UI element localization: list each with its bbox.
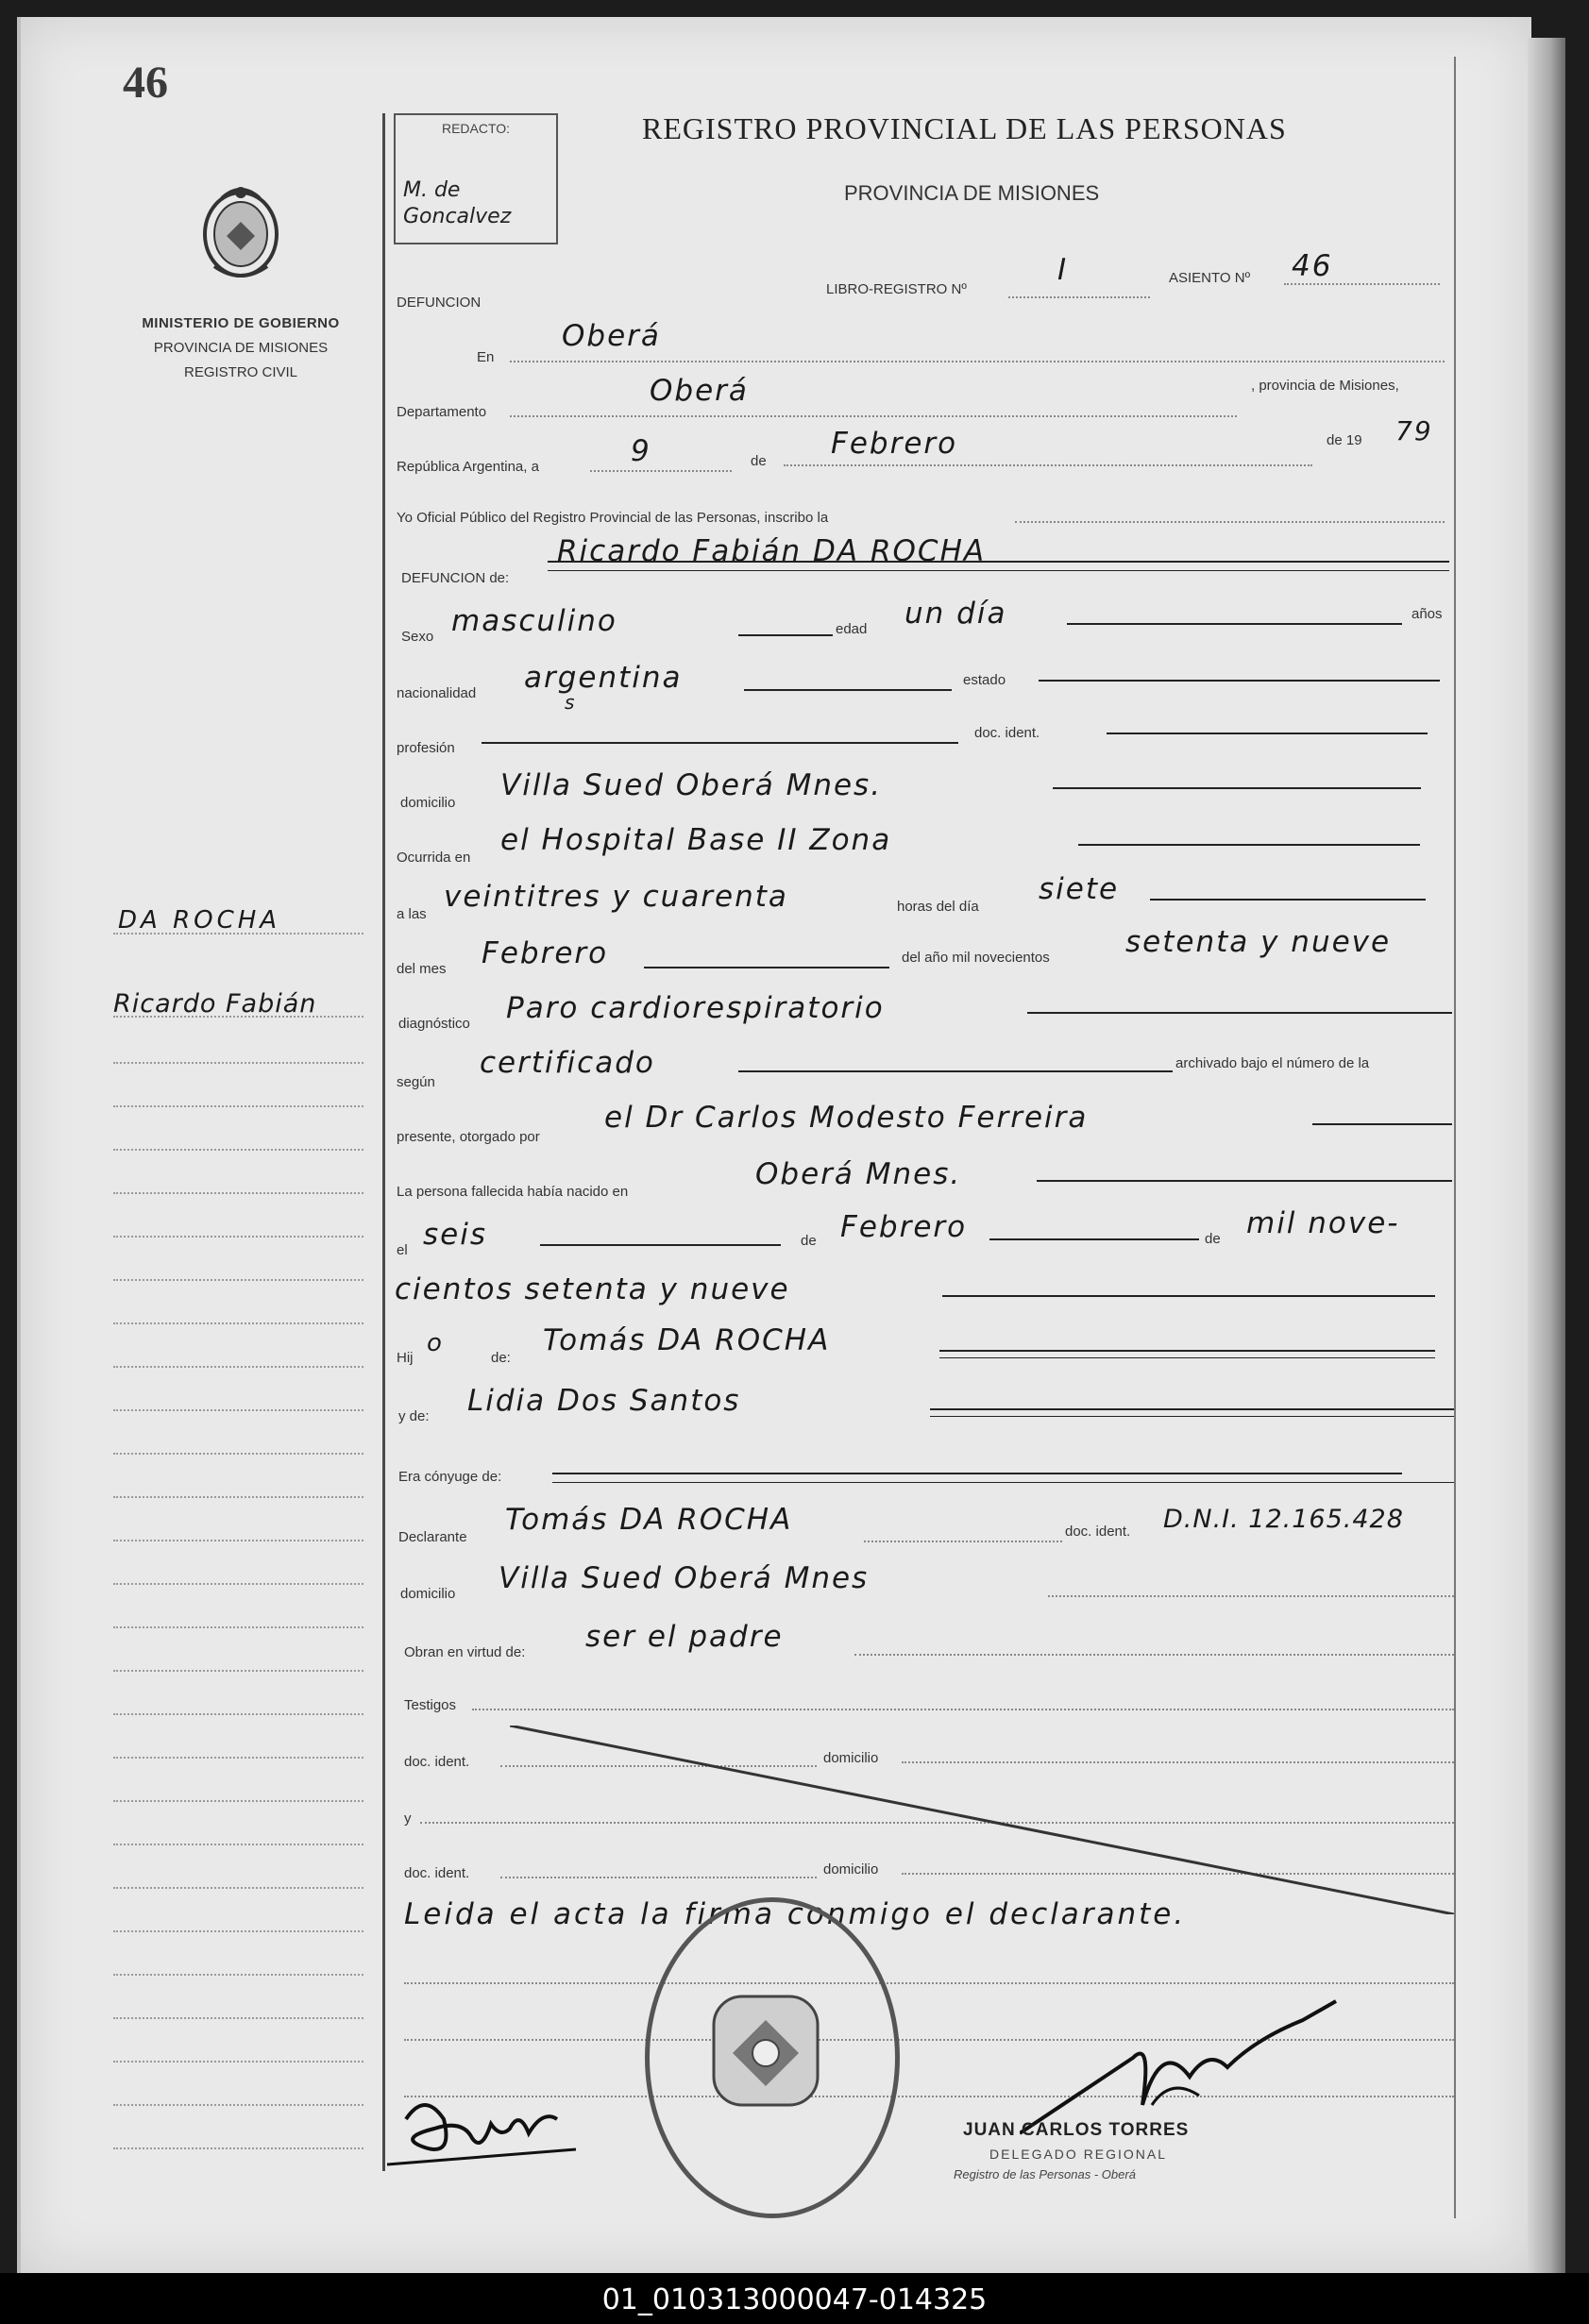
nac-el-label: el (397, 1242, 408, 1258)
ministry-line-3: REGISTRO CIVIL (183, 364, 298, 380)
nac-month: Febrero (840, 1210, 968, 1244)
act-type-label: DEFUNCION (397, 295, 482, 311)
hijo-de-label: de: (491, 1350, 511, 1366)
edad-value: un día (904, 597, 1007, 631)
libro-label: LIBRO-REGISTRO Nº (826, 281, 967, 297)
mother-name: Lidia Dos Santos (467, 1384, 741, 1418)
signatory-name: JUAN CARLOS TORRES (963, 2120, 1190, 2140)
provincia-label: , provincia de Misiones, (1251, 378, 1399, 394)
margin-rule (113, 1887, 363, 1889)
domicilio-value: Villa Sued Oberá Mnes. (500, 768, 883, 802)
testigo2-dom-label: domicilio (823, 1861, 879, 1878)
departamento-value: Oberá (650, 374, 749, 408)
profesion-label: profesión (397, 740, 455, 756)
margin-rule (113, 1409, 363, 1411)
asiento-label: ASIENTO Nº (1169, 270, 1251, 286)
nacionalidad-value: argentina (524, 661, 683, 695)
redacto-label: REDACTO: (441, 121, 511, 136)
right-border (1454, 57, 1456, 2218)
estado-label: estado (963, 672, 1006, 688)
page-number: 46 (123, 58, 168, 108)
ocurrida-label: Ocurrida en (397, 850, 471, 866)
margin-rule (113, 1844, 363, 1845)
date-month: Febrero (831, 427, 958, 461)
mes-value: Febrero (482, 936, 609, 970)
nacido-label: La persona fallecida había nacido en (397, 1184, 629, 1200)
seal-crest-icon (704, 1987, 827, 2114)
ministry-line-2: PROVINCIA DE MISIONES (153, 340, 329, 356)
departamento-label: Departamento (397, 404, 487, 420)
ministry-block (113, 312, 368, 385)
margin-rule (113, 1236, 363, 1238)
hora-dia-value: siete (1039, 872, 1120, 906)
margin-rule (113, 1800, 363, 1802)
declarante-dom-value: Villa Sued Oberá Mnes (499, 1561, 870, 1595)
madre-label: y de: (398, 1408, 430, 1424)
margin-rule (113, 1149, 363, 1151)
margin-rule (113, 1540, 363, 1541)
declarante-doc-label: doc. ident. (1065, 1524, 1131, 1540)
nac-day: seis (423, 1218, 487, 1252)
margin-rule (113, 1713, 363, 1715)
margin-rule (113, 2147, 363, 2149)
edad-label: edad (836, 621, 868, 637)
document-title: REGISTRO PROVINCIAL DE LAS PERSONAS (642, 111, 1287, 145)
margin-surname: DA ROCHA (118, 906, 281, 935)
nac-de2-label: de (1205, 1231, 1221, 1247)
edad-years-label: años (1412, 606, 1443, 622)
nacionalidad-extra: s (565, 691, 577, 714)
nac-de-label: de (801, 1233, 817, 1249)
en-label: En (477, 349, 495, 365)
margin-rule (113, 2017, 363, 2019)
segun-label: según (397, 1074, 435, 1090)
margin-rule (113, 1626, 363, 1628)
nacido-value: Oberá Mnes. (755, 1157, 962, 1191)
date-de-label: de (751, 453, 767, 469)
conyuge-label: Era cónyuge de: (398, 1469, 502, 1485)
hora-label: a las (397, 906, 427, 922)
mes-label: del mes (397, 961, 447, 977)
signatory-role: DELEGADO REGIONAL (989, 2147, 1168, 2162)
testigo-y-label: y (404, 1810, 412, 1827)
margin-rule (113, 2104, 363, 2106)
margin-rule (113, 1322, 363, 1324)
presente-label: presente, otorgado por (397, 1129, 540, 1145)
profesion-doc-label: doc. ident. (974, 725, 1040, 741)
nacionalidad-label: nacionalidad (397, 685, 477, 701)
margin-rule (113, 1192, 363, 1194)
margin-rule (113, 1583, 363, 1585)
declarant-signature (387, 2081, 576, 2176)
nac-year-2: cientos setenta y nueve (395, 1272, 790, 1306)
margin-divider (382, 113, 385, 2171)
hora-dia-label: horas del día (897, 899, 979, 915)
margin-rule (113, 1105, 363, 1107)
archivado-label: archivado bajo el número de la (1175, 1055, 1370, 1071)
margin-given-name: Ricardo Fabián (113, 989, 317, 1019)
republica-label: República Argentina, a (397, 459, 539, 475)
anio-value: setenta y nueve (1125, 925, 1392, 959)
ministry-line-1: MINISTERIO DE GOBIERNO (142, 315, 340, 331)
sexo-value: masculino (451, 604, 617, 638)
sexo-label: Sexo (401, 629, 434, 645)
diagnostico-label: diagnóstico (398, 1016, 470, 1032)
closing-statement: Leida el acta la firma conmigo el declarante. (404, 1897, 1187, 1931)
declarante-name: Tomás DA ROCHA (505, 1503, 793, 1537)
declarante-doc-value: D.N.I. 12.165.428 (1163, 1505, 1404, 1534)
official-signature (1020, 1982, 1341, 2143)
deceased-name: Ricardo Fabián DA ROCHA (557, 534, 987, 568)
document-subtitle: PROVINCIA DE MISIONES (844, 181, 1100, 205)
coat-of-arms-icon (194, 179, 288, 288)
deceased-label: DEFUNCION de: (401, 570, 510, 586)
footer-id: 01_010313000047-014325 (601, 2283, 988, 2316)
margin-rule (113, 1757, 363, 1759)
nac-year-1: mil nove- (1246, 1206, 1400, 1240)
testigo1-dom-label: domicilio (823, 1750, 879, 1766)
declarante-dom-label: domicilio (400, 1586, 456, 1602)
margin-rule (113, 1496, 363, 1498)
libro-value: I (1057, 253, 1069, 287)
testigo1-doc-label: doc. ident. (404, 1754, 470, 1770)
margin-rule (113, 1062, 363, 1064)
margin-rule (113, 1974, 363, 1976)
declarante-label: Declarante (398, 1529, 467, 1545)
testigo2-doc-label: doc. ident. (404, 1865, 470, 1881)
margin-rule (113, 1366, 363, 1368)
hora-value: veintitres y cuarenta (444, 880, 788, 914)
margin-rule (113, 1279, 363, 1281)
asiento-value: 46 (1292, 249, 1333, 283)
hijo-label: Hij (397, 1350, 414, 1366)
obran-label: Obran en virtud de: (404, 1644, 526, 1660)
book-edge (1528, 38, 1565, 2273)
date-year-value: 79 (1395, 415, 1433, 446)
official-seal (645, 1897, 900, 2218)
margin-rule (113, 1930, 363, 1932)
strike-line (510, 1726, 1454, 1914)
date-year-label: de 19 (1327, 432, 1362, 448)
place-en-value: Oberá (562, 319, 661, 353)
signatory-registry: Registro de las Personas - Oberá (954, 2167, 1136, 2181)
obran-value: ser el padre (585, 1620, 784, 1654)
redacto-value: M. de Goncalvez (403, 178, 512, 228)
official-text: Yo Oficial Público del Registro Provincial de las Personas, inscribo la (397, 510, 829, 526)
margin-rule (113, 1670, 363, 1672)
redacto-box (394, 113, 558, 244)
ocurrida-value: el Hospital Base II Zona (500, 823, 892, 857)
testigos-label: Testigos (404, 1697, 457, 1713)
presente-value: el Dr Carlos Modesto Ferreira (604, 1101, 1089, 1135)
date-day: 9 (631, 434, 651, 468)
diagnostico-value: Paro cardiorespiratorio (506, 991, 885, 1025)
anio-label: del año mil novecientos (902, 950, 1050, 966)
segun-value: certificado (480, 1046, 655, 1080)
margin-rule (113, 2061, 363, 2063)
father-name: Tomás DA ROCHA (543, 1323, 831, 1357)
margin-rule (113, 1453, 363, 1455)
hijo-o-value: o (427, 1329, 444, 1357)
domicilio-label: domicilio (400, 795, 456, 811)
